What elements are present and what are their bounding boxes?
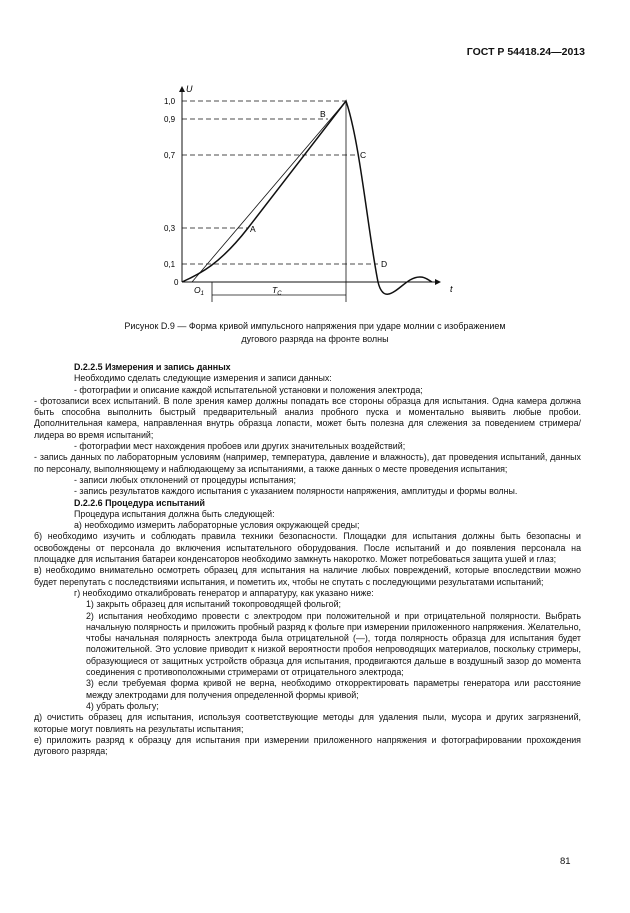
list-item: г) необходимо откалибровать генератор и аппаратуру, как указано ниже: bbox=[74, 587, 374, 598]
point-label-b: B bbox=[320, 109, 326, 119]
sub-list-item: 2) испытания необходимо провести с электродом при положительной и при отрицательной полярности. Выбрать начальную полярность и приложить пробный разряд к фольге при измерении приложенного напряжения. Желательно, чтобы начальная полярность электрода была отрицательной (—), тогда полярность образца для испытания будет положительной. Это условие приводит к низкой вероятности пробоя непроводящих материалов, поскольку стримеры, образующиеся от защитных устройств образца для испытания, продвигаются дальше в воздушный зазор до момента соединения с противоположными стримерами от отрицательного электрода; bbox=[86, 610, 581, 678]
tick-label: 0,7 bbox=[164, 151, 176, 160]
body-text bbox=[34, 362, 581, 757]
point-label-a: A bbox=[250, 224, 256, 234]
section-heading: D.2.2.6 Процедура испытаний bbox=[74, 497, 205, 508]
section-heading: D.2.2.5 Измерения и запись данных bbox=[74, 362, 231, 372]
paragraph: Процедура испытания должна быть следующей: bbox=[74, 508, 275, 519]
list-item: - запись результатов каждого испытания с указанием полярности напряжения, амплитуды и формы волны. bbox=[74, 486, 518, 497]
list-item: - фотографии и описание каждой испытательной установки и положения электрода; bbox=[74, 384, 423, 395]
sub-list-item: 4) убрать фольгу; bbox=[86, 700, 159, 711]
x-axis-label: t bbox=[450, 284, 453, 294]
list-item: б) необходимо изучить и соблюдать правила техники безопасности. Площадки для испытания должны быть безопасны и освобождены от персонала до включения испытательного оборудования. После испытаний и до появления персонала на площадке для испытания батареи конденсаторов необходимо замкнуть накоротко. Может потребоваться защита ушей и глаз; bbox=[34, 531, 581, 565]
point-label-d: D bbox=[381, 259, 388, 269]
tick-label: 0,3 bbox=[164, 224, 176, 233]
tick-label: 0 bbox=[174, 278, 179, 287]
tick-label: 0,9 bbox=[164, 115, 176, 124]
y-axis-label: U bbox=[186, 84, 193, 94]
tick-label: 1,0 bbox=[164, 97, 176, 106]
list-item: - записи любых отклонений от процедуры испытания; bbox=[74, 474, 296, 485]
figure-caption bbox=[60, 320, 570, 346]
list-item: - фотозаписи всех испытаний. В поле зрения камер должны попадать все стороны образца для испытания. Одна камера должна быть способна выполнить быстрый предварительный анализ пробного пуска и моментально выявить любые пробои. Дополнительная камера, направленная внутрь образца лопасти, может быть полезна для слежения за поведением стримера/лидера во время испытаний; bbox=[34, 395, 581, 440]
list-item: д) очистить образец для испытания, используя соответствующие методы для удаления пыли, мусора и других загрязнений, которые могут повлиять на результаты испытания; bbox=[34, 712, 581, 734]
tc-label: $T_C$ bbox=[272, 285, 282, 297]
sub-list-item: 3) если требуемая форма кривой не верна, необходимо откорректировать параметры генератора или расстояние между электродами для получения определенной формы кривой; bbox=[86, 678, 581, 700]
o1-label: $O_1$ bbox=[194, 285, 204, 297]
caption-line: Рисунок D.9 — Форма кривой импульсного напряжения при ударе молнии с изображением bbox=[124, 321, 506, 331]
list-item: а) необходимо измерить лабораторные условия окружающей среды; bbox=[74, 520, 360, 531]
list-item: - фотографии мест нахождения пробоев или других значительных воздействий; bbox=[74, 441, 406, 452]
page-number: 81 bbox=[560, 856, 571, 867]
sub-list-item: 1) закрыть образец для испытаний токопроводящей фольгой; bbox=[86, 599, 341, 610]
front-line bbox=[192, 101, 346, 282]
impulse-voltage-figure bbox=[160, 82, 460, 302]
list-item: - запись данных по лабораторным условиям (например, температура, давление и влажность), дат проведения испытаний, данных по персоналу, выполняющему и наблюдающему за испытаниями, а также данных о месте проведения испытания; bbox=[34, 452, 581, 474]
point-label-c: C bbox=[360, 150, 367, 160]
impulse-curve bbox=[182, 101, 432, 294]
caption-line: дугового разряда на фронте волны bbox=[241, 334, 389, 344]
paragraph: Необходимо сделать следующие измерения и записи данных: bbox=[74, 373, 332, 384]
list-item: в) необходимо внимательно осмотреть образец для испытания на наличие любых повреждений, которые впоследствии можно будет перепутать с последствиями испытания, и пометить их, чтобы не спутать с последующими результатами испытаний; bbox=[34, 565, 581, 587]
document-header: ГОСТ Р 54418.24—2013 bbox=[466, 46, 585, 58]
list-item: е) приложить разряд к образцу для испытания при измерении приложенного напряжения и фотографировании прохождения дугового разряда; bbox=[34, 734, 581, 757]
tick-label: 0,1 bbox=[164, 260, 176, 269]
